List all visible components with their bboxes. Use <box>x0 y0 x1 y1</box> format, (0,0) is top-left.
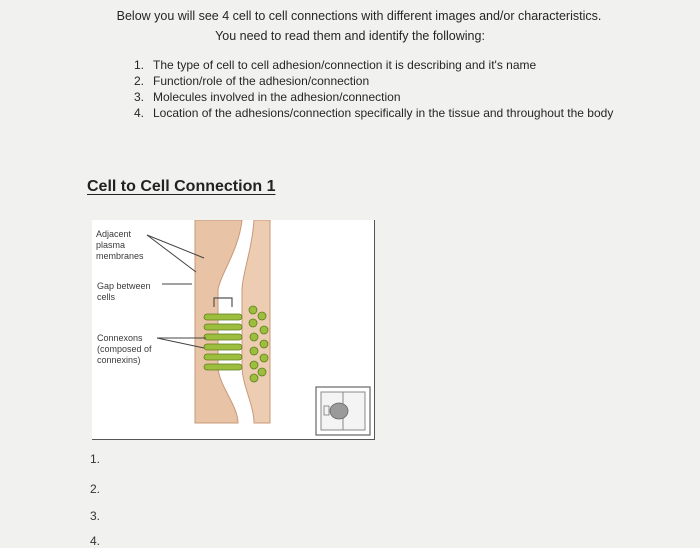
left-cell <box>195 220 242 423</box>
label-membranes: Adjacent plasma membranes <box>96 229 144 261</box>
instructions-line-1: Below you will see 4 cell to cell connections with different images and/or characteristics. <box>116 9 602 23</box>
task-list <box>134 57 634 121</box>
answer-line-3[interactable]: 3. <box>90 509 101 523</box>
section-title: Cell to Cell Connection 1 <box>87 178 276 195</box>
task-item: 3. Molecules involved in the adhesion/connection <box>134 90 401 104</box>
answer-line-1[interactable]: 1. <box>90 452 101 466</box>
instructions <box>0 6 700 46</box>
gap-junction-diagram <box>92 220 374 439</box>
instructions-line-2: You need to read them and identify the following: <box>215 29 485 43</box>
label-gap: Gap between cells <box>97 281 151 302</box>
task-item: 2. Function/role of the adhesion/connection <box>134 74 370 88</box>
answer-line-4[interactable]: 4. <box>90 534 101 548</box>
gap-junction-figure <box>92 220 375 440</box>
answer-line-2[interactable]: 2. <box>90 482 101 496</box>
task-item: 4. Location of the adhesions/connection specifically in the tissue and throughout the body <box>134 106 614 120</box>
label-connexons: Connexons (composed of connexins) <box>97 333 152 365</box>
task-item: 1. The type of cell to cell adhesion/connection it is describing and it's name <box>134 58 537 72</box>
cell-thumbnail-icon <box>316 387 370 435</box>
